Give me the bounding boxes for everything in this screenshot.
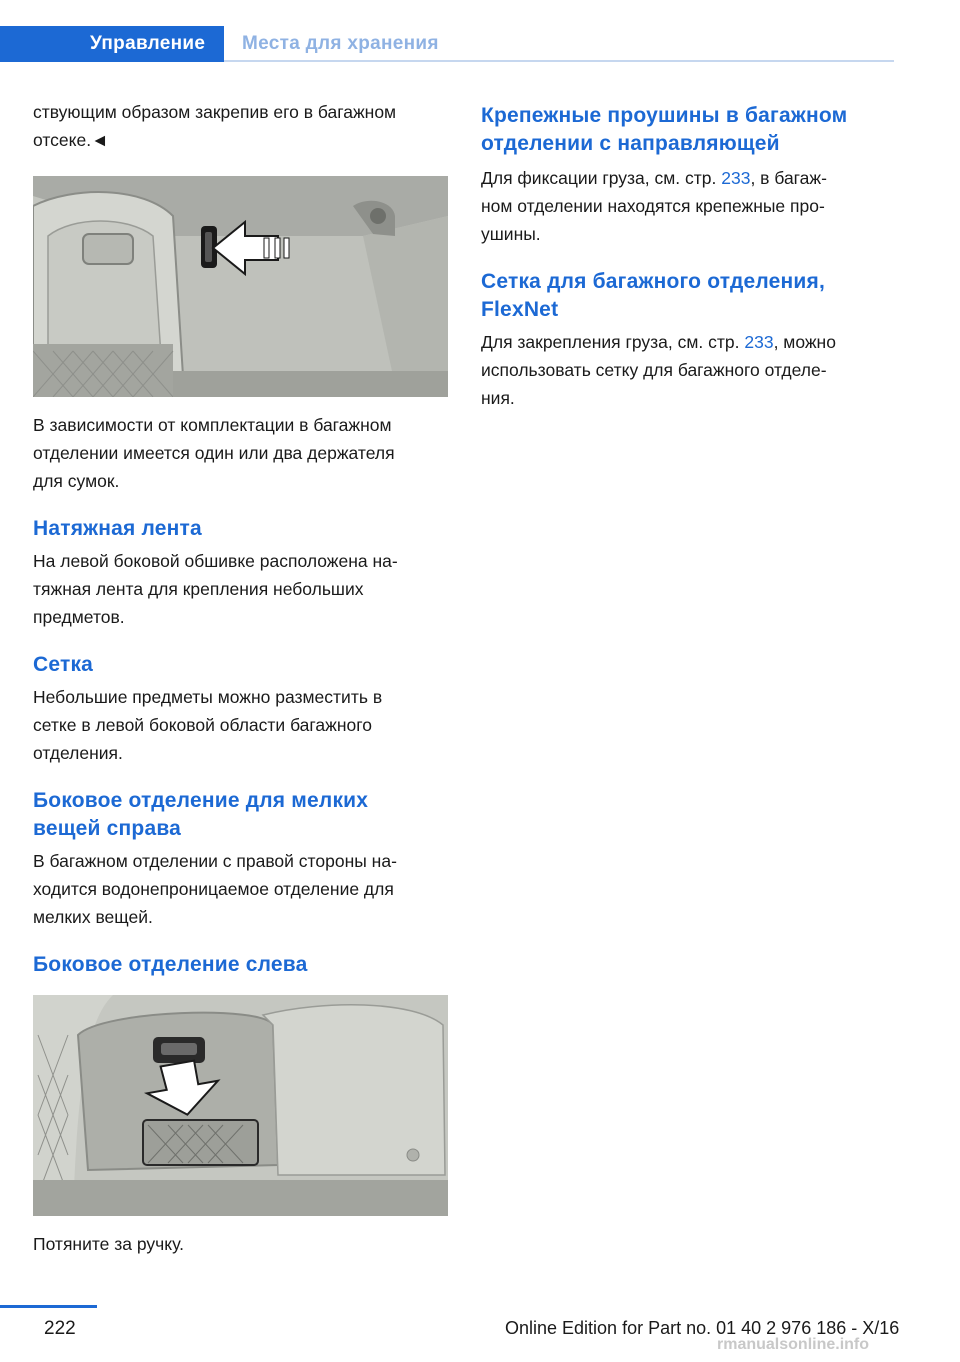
left-column: [33, 98, 448, 1258]
text-line: ушины.: [481, 224, 541, 244]
text-fragment: Для закрепления груза, см. стр.: [481, 332, 745, 352]
bag-holder-image: [33, 176, 448, 397]
strap-paragraph: [33, 547, 448, 631]
bag-holder-paragraph: [33, 411, 448, 495]
heading-line: Крепежные проушины в багажном: [481, 104, 848, 127]
heading-line: вещей справа: [33, 817, 182, 840]
text-line: ходится водонепроницаемое отделение для: [33, 879, 394, 899]
text-line: ния.: [481, 388, 515, 408]
flexnet-paragraph: [481, 328, 891, 412]
watermark-site: rmanualsonline.info: [717, 1336, 870, 1353]
text-line: тяжная лента для крепления небольших: [33, 579, 364, 599]
text-line: использовать сетку для багажного отделе-: [481, 360, 827, 380]
text-line: На левой боковой обшивке расположена на-: [33, 551, 398, 571]
page-number: 222: [44, 1318, 76, 1339]
heading-flexnet: [481, 268, 891, 324]
heading-tie-down-eyes: [481, 102, 891, 158]
caption-pull-handle: Потяните за ручку.: [33, 1234, 185, 1254]
chapter-tab-active[interactable]: Управление: [0, 26, 224, 62]
text-line: отделении имеется один или два держателя: [33, 443, 395, 463]
text-line: предметов.: [33, 607, 125, 627]
net-paragraph: [33, 683, 448, 767]
heading-left-compartment: Боковое отделение слева: [33, 953, 308, 976]
text-line: отделения.: [33, 743, 123, 763]
footer-accent-line: [0, 1305, 97, 1308]
heading-line: Боковое отделение для мелких: [33, 789, 369, 812]
left-compartment-illustration: [33, 995, 448, 1216]
text-fragment: Для фиксации груза, см. стр.: [481, 168, 722, 188]
text-line: В багажном отделении с правой стороны на-: [33, 851, 397, 871]
text-line: для сумок.: [33, 471, 120, 491]
text-fragment: , можно: [773, 332, 836, 352]
heading-strap: Натяжная лента: [33, 517, 202, 540]
heading-line: Сетка для багажного отделения,: [481, 270, 825, 293]
text-line: сетке в левой боковой области багажного: [33, 715, 372, 735]
edition-note: Online Edition for Part no. 01 40 2 976 186 - X/16: [505, 1318, 900, 1338]
section-tab[interactable]: Места для хранения: [242, 33, 439, 54]
text-line: В зависимости от комплектации в багажном: [33, 415, 392, 435]
text-line: ствующим образом закрепив его в багажном: [33, 102, 397, 122]
text-line: Небольшие предметы можно разместить в: [33, 687, 383, 707]
left-compartment-image: [33, 995, 448, 1216]
page-link[interactable]: 233: [744, 332, 774, 352]
header-divider: [224, 60, 894, 62]
text-fragment: , в багаж-: [750, 168, 827, 188]
heading-line: FlexNet: [481, 298, 559, 321]
heading-line: отделении с направляющей: [481, 132, 780, 155]
text-line: мелких вещей.: [33, 907, 153, 927]
heading-net: Сетка: [33, 653, 94, 676]
right-compartment-paragraph: [33, 847, 448, 931]
bag-holder-illustration: [33, 176, 448, 397]
page-header: [0, 0, 960, 64]
text-line: ном отделении находятся крепежные про-: [481, 196, 825, 216]
tie-down-paragraph: [481, 164, 891, 248]
heading-right-compartment: [33, 787, 448, 843]
page-link[interactable]: 233: [721, 168, 751, 188]
text-line: отсеке.◄: [33, 130, 109, 150]
right-column: [481, 102, 891, 412]
intro-paragraph: [33, 98, 448, 154]
